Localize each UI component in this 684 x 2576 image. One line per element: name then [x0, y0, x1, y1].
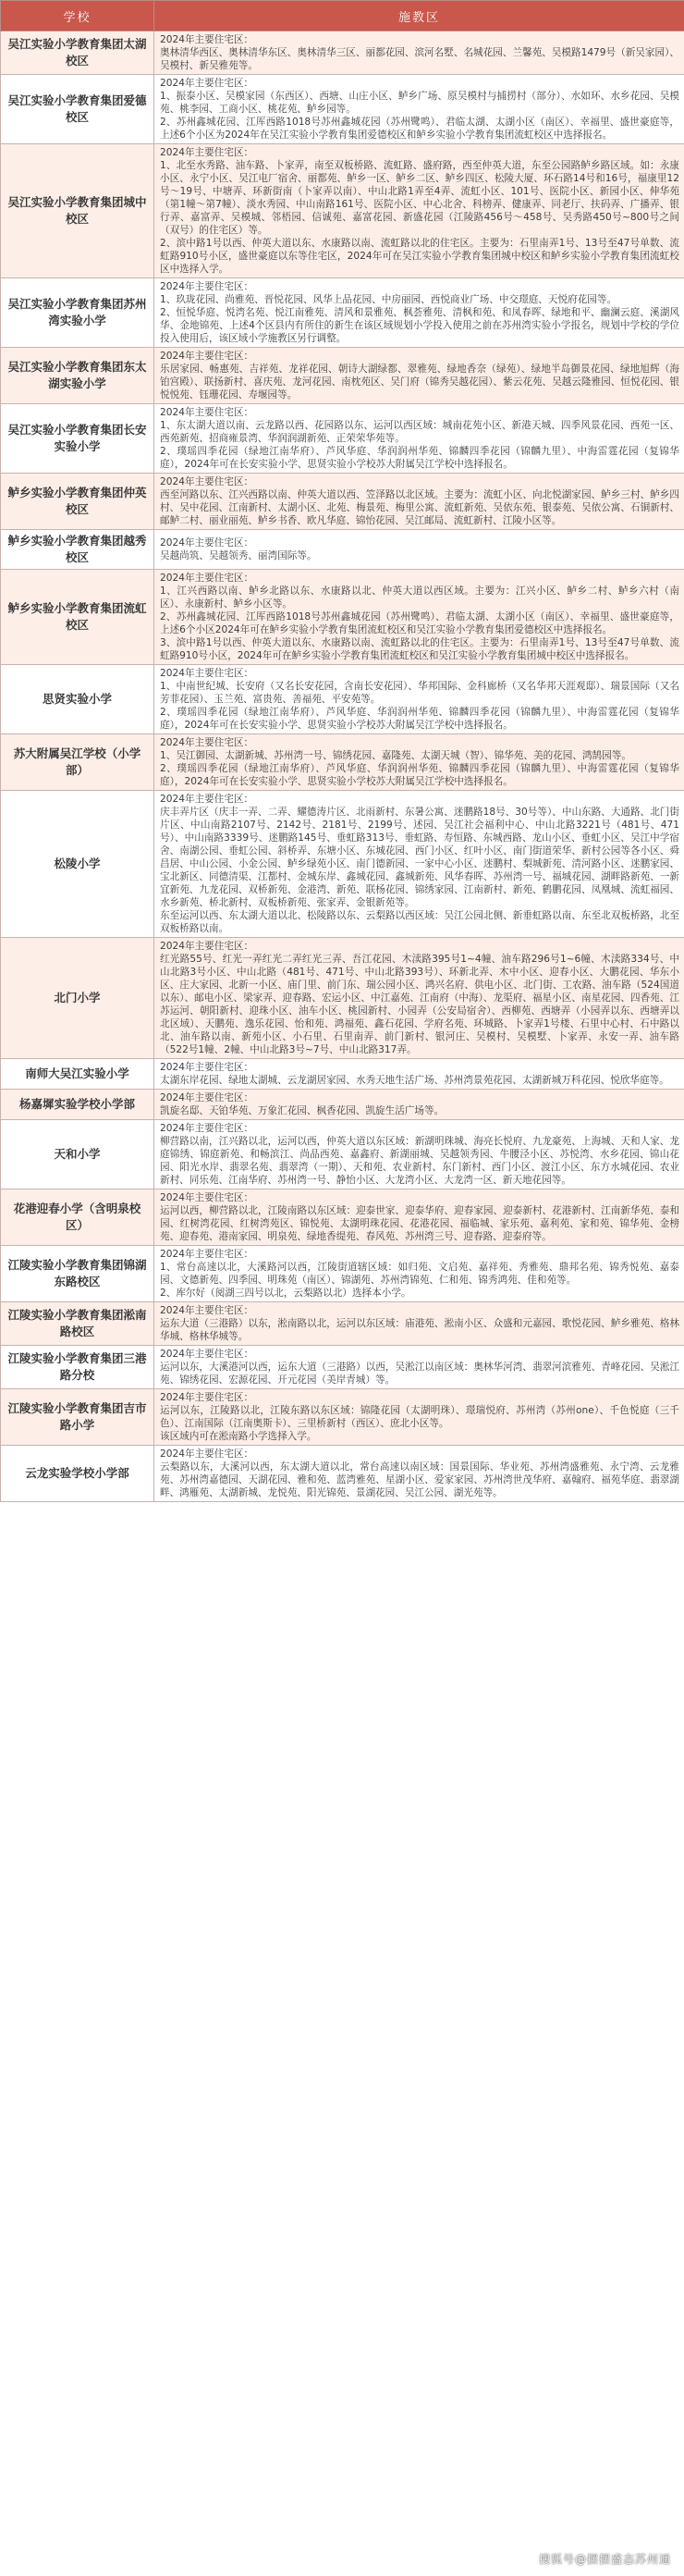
school-name: 云龙实验学校小学部: [1, 1446, 154, 1502]
school-name: 天和小学: [1, 1120, 154, 1189]
table-row: [1, 791, 684, 938]
area-paragraph: 1、东太湖大道以南、云龙路以西、花园路以东、运河以西区域：城南花苑小区、新港天城、四季风景花园、西苑一区、西苑新苑、招商雍景湾、华润润湖新苑、正荣荣华苑等。: [160, 420, 679, 444]
area-paragraph: 2、璞瑶四季花园（绿地江南华府）、芦风华庭、华润润州华苑、锦麟四季花园（锦麟九里）、中海雷霆花园（复锦华庭），2024年可在长安实验小学、思贤实验小学校苏大附属吴江学校中选择报名。: [160, 707, 679, 731]
area-paragraph: 凯旋名邸、天铂华苑、万象汇花园、枫香花园、凯旋生活广场等。: [160, 1105, 445, 1116]
district-area: [154, 1302, 684, 1346]
table-row: [1, 75, 684, 144]
school-name: 鲈乡实验小学教育集团越秀校区: [1, 530, 154, 570]
area-paragraph: 2024年主要住宅区：: [160, 1305, 254, 1316]
table-row: [1, 938, 684, 1059]
district-area: [154, 1189, 684, 1246]
area-paragraph: 2、璞瑶四季花园（绿地江南华府）、芦风华庭、华润润州华苑、锦麟四季花园（锦麟九里）、中海雷霆花园（复锦华庭），2024年可在长安实验小学、思贤实验小学校苏大附属吴江学校中选择报名。: [160, 763, 679, 787]
district-area: [154, 1090, 684, 1120]
district-area: [154, 1446, 684, 1502]
school-name: 吴江实验小学教育集团爱德校区: [1, 75, 154, 144]
district-area: [154, 1246, 684, 1302]
area-paragraph: 2024年主要住宅区：: [160, 1192, 254, 1203]
area-paragraph: 乐居家园、畅惠苑、吉祥苑、龙祥花园、朝诗大湖绿都、翠雅苑、绿地香奈（绿苑）、绿地半岛御景花园、绿地旭辉（海铂宫殿）、联扬新村、喜庆苑、龙河花园、南枕苑区、吴门府（锦秀吴越花园）、紫云花苑、吴越云隆雅园、恒悦花园、银悦悦苑、钰珊花园、寿堰园等。: [160, 364, 679, 401]
district-area: [154, 75, 684, 144]
header-school: 学校: [1, 1, 154, 31]
area-paragraph: 运河以西，柳营路以北，江陵南路以东区域：迎泰世家、迎泰华府、迎春家园、迎泰新村、花港新村、江南新华苑、泰和园、红树湾花园、红树湾苑区、锦悦苑、太湖明珠花园、花港花园、福临城、家乐苑、嘉利苑、家和苑、锦华苑、金榜苑、迎春苑、港南家园、明泉苑、绿地香缇苑、春风苑、苏州湾三号、迎春路、迎泰府等。: [160, 1205, 679, 1242]
area-paragraph: 2024年主要住宅区：: [160, 78, 254, 89]
school-name: 吴江实验小学教育集团东太湖实验小学: [1, 348, 154, 404]
table-header: [1, 1, 684, 31]
area-paragraph: 2024年主要住宅区：: [160, 1062, 254, 1073]
school-name: 吴江实验小学教育集团太湖校区: [1, 31, 154, 75]
area-paragraph: 2024年主要住宅区：: [160, 1349, 254, 1360]
table-row: [1, 1120, 684, 1189]
table-row: [1, 665, 684, 734]
area-paragraph: 该区域内可在淞南路小学选择入学。: [160, 1431, 317, 1442]
table-row: [1, 1189, 684, 1246]
area-paragraph: 2、璞瑶四季花园（绿地江南华府）、芦风华庭、华润润州华苑、锦麟四季花园（锦麟九里）、中海雷霆花园（复锦华庭），2024年可在长安实验小学、思贤实验小学校苏大附属吴江学校中选择报名。: [160, 446, 679, 470]
table-row: [1, 1302, 684, 1346]
table-row: [1, 1246, 684, 1302]
district-area: [154, 1346, 684, 1389]
table-row: [1, 278, 684, 348]
school-name: 吴江实验小学教育集团苏州湾实验小学: [1, 278, 154, 348]
table-row: [1, 570, 684, 665]
area-paragraph: 2024年主要住宅区：: [160, 737, 254, 748]
district-area: [154, 1389, 684, 1446]
area-paragraph: 2024年主要住宅区：: [160, 351, 254, 362]
table-row: [1, 1446, 684, 1502]
table-row: [1, 734, 684, 791]
area-paragraph: 柳营路以南，江兴路以北，运河以西，仲英大道以东区域：新湖明珠城、海亮长悦府、九龙豪苑、上海城、天和人家、龙庭锦绣、锦庭新苑、和畅滨江、尚品西苑、嘉鑫府、新湖丽城、吴越领秀园、牛腰泾小区、苏悦湾、水乡花园、锦山花园、阳光水岸、翡翠名苑、翡翠湾（一期）、天和苑、农业新村、东门新村、西门小区、渡江小区、东方水城花园、农业新村、同乐苑、江南华府、苏州湾一号、静怡小区、大龙湾小区、大龙湾一区、新天地花园等。: [160, 1136, 679, 1186]
area-paragraph: 2024年主要住宅区：: [160, 1092, 254, 1103]
school-name: 吴江实验小学教育集团长安实验小学: [1, 404, 154, 474]
area-paragraph: 运河以东，大溪港河以西，运东大道（三港路）以西，吴淞江以南区域：奥林华河湾、翡翠河滨雅苑、青峰花园、吴淞江苑、锦绣花园、宏源花园、开元花园（美岸青城）等。: [160, 1362, 679, 1386]
school-name: 松陵小学: [1, 791, 154, 938]
district-area: [154, 734, 684, 791]
district-area: [154, 474, 684, 530]
area-paragraph: 太湖东岸花园、绿地太湖城、云龙湖居家园、水秀天地生活广场、苏州湾景苑花园、太湖新城万科花园、悦欣华庭等。: [160, 1075, 669, 1086]
district-area: [154, 404, 684, 474]
area-paragraph: 3、滨中路1号以西、仲英大道以东、水康路以南、流虹路以北的住宅区。主要为：石里南弄1号、13号至47号单数、流虹路910号小区，2024年可在鲈乡实验小学教育集团流虹校区和吴江实验小学教育集团城中校区中选择报名。: [160, 637, 679, 661]
area-paragraph: 2024年主要住宅区：: [160, 1123, 254, 1134]
area-paragraph: 2024年主要住宅区：: [160, 1392, 254, 1403]
district-area: [154, 31, 684, 75]
area-paragraph: 1、吴江御园、太湖新城、苏州湾一号、锦绣花园、嘉隆苑、太湖天城（智）、锦华苑、美的花园、鸿鹄园等。: [160, 750, 631, 761]
school-name: 江陵实验小学教育集团淞南路校区: [1, 1302, 154, 1346]
area-paragraph: 云梨路以东，大溪河以西，东太湖大道以北，常台高速以南区域：国景国际、华业苑、苏州湾盛雅苑、永宁湾、云龙雅苑、苏州湾嘉德园、天湖花园、雅和苑、蓝湾雅苑、星湖小区、爱家家园、苏州湾世茂华府、嘉翰府、福苑华庭、翡翠湖畔、鸿雁苑、太湖新城、龙悦苑、阳光锦苑、景湖花园、吴江公园、湖光苑等。: [160, 1461, 679, 1498]
area-paragraph: 2024年主要住宅区：: [160, 537, 254, 548]
district-area: [154, 278, 684, 348]
school-name: 花港迎春小学（含明泉校区）: [1, 1189, 154, 1246]
school-name: 江陵实验小学教育集团吉市路小学: [1, 1389, 154, 1446]
area-paragraph: 东至运河以西、东太湖大道以北、松陵路以东、云梨路以西区域：吴江公园北侧、新垂虹路以南、东至北双板桥路，北至双板桥路以南。: [160, 910, 679, 934]
area-paragraph: 2024年主要住宅区：: [160, 147, 254, 158]
table-row: [1, 1090, 684, 1120]
school-name: 北门小学: [1, 938, 154, 1059]
area-paragraph: 1、常台高速以北，大溪路河以西，江陵街道辖区域：如归苑、文启苑、嘉祥苑、秀雅苑、鼎邦名苑、锦秀悦苑、嘉泰园、文德新苑、四季园、明珠苑（南区）、锦湖苑、苏州湾锦苑、仁和苑、锦秀鸿苑、佳和苑等。: [160, 1262, 679, 1286]
district-area: [154, 348, 684, 404]
area-paragraph: 1、中南世纪城、长安府（又名长安花园，含南长安花园）、华邦国际、金科廊桥（又名华邦天涯观邸）、瑞景国际（又名芳菲花园）、玉兰苑、富贵苑、善福苑、平安苑等。: [160, 681, 679, 705]
area-paragraph: 2024年主要住宅区：: [160, 407, 254, 418]
table-row: [1, 474, 684, 530]
area-paragraph: 2、库尔好（阅湖三四号以北，云梨路以北）选择本小学。: [160, 1288, 411, 1299]
district-area: [154, 1059, 684, 1090]
area-paragraph: 2024年主要住宅区：: [160, 281, 254, 292]
area-paragraph: 2024年主要住宅区：: [160, 34, 254, 45]
area-paragraph: 2、苏州鑫城花园、江厍西路1018号苏州鑫城花园（苏州鹭鸣）、君临太湖、太湖小区（南区）、幸福里、盛世豪庭等，上述6个小区2024年可在鲈乡实验小学教育集团流虹校区和吴江实验小学教育集团爱德校区中选择报名。: [160, 611, 679, 635]
table-row: [1, 1059, 684, 1090]
area-paragraph: 运东大道（三港路）以东，淞南路以北，运河以东区域：庙港苑、淞南小区、众盛和元嘉园、歌悦花园、鲈乡雅苑、格林华城、格林华城等。: [160, 1318, 679, 1342]
school-name: 鲈乡实验小学教育集团仲英校区: [1, 474, 154, 530]
area-paragraph: 2024年主要住宅区：: [160, 1249, 254, 1260]
table-row: [1, 1389, 684, 1446]
school-name: 江陵实验小学教育集团三港路分校: [1, 1346, 154, 1389]
table-row: [1, 348, 684, 404]
area-paragraph: 1、北至水秀路、油车路、卜家弄，南至双板桥路、流虹路、盛府路，西至仲英大道，东至公园路鲈乡路区域。如：永康小区、永宁小区、吴江电厂宿舍、丽都苑、鲈乡一区、鲈乡二区、鲈乡四区、松陵大厦、环石路14号和16号，福康里12号～19号、中塘弄、环新街南（卜家弄以南）、中山北路1弄至4弄、流虹小区、101号、医院小区、新园小区、伸华苑（第1幢～第7幢）、淡水秀园、中山南路161号、医院小区、中心北舍、科榜弄、健康弄、同老厅、扶码弄、广播弄、银行弄、嘉富弄、吴模城、邻梧园、信诚苑、嘉富花园、新盛花园（江陵路456号～458号、吴秀路450号~800号之间（双号）的住宅区）等。: [160, 160, 679, 236]
area-paragraph: 2024年主要住宅区：: [160, 941, 254, 952]
table-body: [1, 31, 684, 1502]
district-area: [154, 144, 684, 278]
table-row: [1, 404, 684, 474]
area-paragraph: 1、江兴西路以南、鲈乡北路以东、水康路以北、仲英大道以西区域。主要为：江兴小区、鲈乡二村、鲈乡六村（南区）、永康新村、鲈乡小区等。: [160, 585, 679, 610]
school-name: 江陵实验小学教育集团锦湖东路校区: [1, 1246, 154, 1302]
school-name: 吴江实验小学教育集团城中校区: [1, 144, 154, 278]
area-paragraph: 2024年主要住宅区：: [160, 476, 254, 487]
area-paragraph: 2024年主要住宅区：: [160, 573, 254, 584]
district-area: [154, 938, 684, 1059]
table-row: [1, 530, 684, 570]
area-paragraph: 吴越尚筑、吴越领秀、丽湾国际等。: [160, 550, 317, 561]
table-row: [1, 144, 684, 278]
area-paragraph: 2、恒悦华庭、悦湾名苑、悦江南雅苑、清风和景雅苑、枫荟雅苑、清枫和苑、和凤春晖、绿地和平、幽澜云庭、溪湖风华、金地锦苑、上述4个区县内有所住的新生在该区域规划小学投入使用之前在苏州湾实验小学报名，规划中学校的学位投入使用后，该区域小学施教区另行调整。: [160, 307, 679, 344]
district-area: [154, 665, 684, 734]
district-area: [154, 530, 684, 570]
area-paragraph: 2、滨中路1号以西、仲英大道以东、水康路以南、流虹路以北的住宅区。主要为：石里南弄1号、13号至47号单数、流虹路910号小区，盛世豪庭以东等住宅区，2024年可在吴江实验小学教育集团城中校区和鲈乡实验小学教育集团流虹校区中选择入学。: [160, 238, 679, 275]
district-area: [154, 570, 684, 665]
area-paragraph: 2、苏州鑫城花园、江厍西路1018号苏州鑫城花园（苏州鹭鸣）、君临太湖、太湖小区（南区）、幸福里、盛世豪庭等，上述6个小区为2024年在吴江实验小学教育集团爱德校区和鲈乡实验小学教育集团流虹校区中选择报名。: [160, 117, 679, 141]
district-area: [154, 1120, 684, 1189]
header-area: 施教区: [154, 1, 684, 31]
table-row: [1, 31, 684, 75]
school-name: 杨嘉墀实验学校小学部: [1, 1090, 154, 1120]
school-name: 南师大吴江实验小学: [1, 1059, 154, 1090]
table-row: [1, 1346, 684, 1389]
district-area: [154, 791, 684, 938]
area-paragraph: 1、玖珑花园、尚雅苑、晋悦花园、风华上品花园、中房丽园、西悦商业广场、中交璟庭、天悦府花园等。: [160, 294, 617, 305]
area-paragraph: 1、振泰小区、吴模家园（东西区）、西塘、山庄小区、鲈乡广场、原吴模村与捕捞村（部分）、水如环、水乡花园、吴模苑、桃李园、工商小区、桃花苑、鲈乡园等。: [160, 91, 679, 115]
area-paragraph: 红光路55号、红光一弄红光二弄红光三弄、吾江花园、木渎路395号1~4幢、油车路296号1~6幢、木渎路334号、中山北路3号小区、中山北路（481号、471号、中山北路393号）、环新北弄、木中小区、迎春小区、大鹏花园、华东小区、庄大家园、北新一小区、庙门里、前门东、瑞公园小区、鸿兴名府、供电小区、北门街、工农路、油车路（524国道以东）、邮电小区、梁家弄、迎春路、宏运小区、中江嘉苑、江南府（中海）、龙渠府、福星小区、南星花园、四香苑、江苏运河、朝阳新村、迎珠小区、油车小区、桃园新村、小园弄（公安局宿舍）、西柳苑、西塘弄（小园弄以东、西塘弄以北区域）、天鹏苑、逸乐花园、怡和苑、鸿福苑、鑫石花园、学府名苑、环城路、卜家弄1号楼、石里中心村、石中路以北、油车路以南、新苑小区、小石里、石里南弄、前门新村、银河庄、吴模村、吴模墅、卜家弄、永安一弄、油车路（522号1幢、2幢、中山北路3号~7号、中山北路317弄。: [160, 954, 679, 1055]
area-paragraph: 2024年主要住宅区：: [160, 1448, 254, 1460]
area-paragraph: 运河以东，江陵路以北，江陵东路以东区域：锦隆花园（太湖明珠）、璟瑞悦府、苏州湾（苏州one）、千色悦庭（三千色）、江南国际（江南奥斯卡）、三里桥新村（西区）、庶北小区等。: [160, 1405, 679, 1429]
area-paragraph: 2024年主要住宅区：: [160, 668, 254, 679]
school-name: 思贤实验小学: [1, 665, 154, 734]
school-name: 苏大附属吴江学校（小学部）: [1, 734, 154, 791]
area-paragraph: 庆丰弄片区（庆丰一弄、二弄、耀德涛片区、北雨新村、东暑公寓、迷鹏路18号、30号等）、中山东路、大通路、北门街片区、中山南路2107号、2142号、2181号、2199号、述园、吴江社会福利中心、中山北路3221号（481号、471号）、中山南路3339号、迷鹏路145号、垂虹路313号、垂虹路、寿恒路、东城西路、龙山小区、垂虹小区、吴江中学宿舍、南湖公园、垂虹公园、斜桥弄、东塘小区、东城花园、西门小区、红叶小区、南门街道荣华、新村公园等各小区、舜昌居、中山公园、小金公园、鲈乡绿苑小区、南门德新园、一家中心小区、迷鹏村、梨城新苑、清河路小区、迷鹏家园、宝北新区、同德清渠、江都村、金城东岸、鑫城花园、鑫城新苑、风华春晖、苏州湾一号、福城花园、湖畔路新苑、一新宜新苑、九龙花园、双桥新苑、金港湾、新苑、联杨花园、锦绣家园、江南新村、新苑、鹤鹏花园、凤凰城、流虹福园、水乡新苑、桥北新村、双板桥新苑、张家弄、金银新苑等。: [160, 807, 679, 908]
area-paragraph: 西至河路以东、江兴西路以南、仲英大道以西、笠泽路以北区域。主要为：流虹小区、向北悦湖家园、鲈乡三村、鲈乡四村、吴中花园、江南新村、太湖小区、北苑、梅景苑、梅里公寓、流虹新苑、吴依东苑、银泰苑、吴依公寓、石铜新村、邮鲈二村、丽业丽苑、鲈乡书香、欧凡华庭、锦怡花园、吴江邮局、流虹新村、江陵小区等。: [160, 489, 679, 526]
area-paragraph: 2024年主要住宅区：: [160, 794, 254, 805]
area-paragraph: 奥林清华西区、奥林清华东区、奥林清华三区、丽都花园、滨河名墅、名城花园、兰馨苑、吴模路1479号（新吴家园）、吴模村、新吴雅苑等。: [160, 47, 679, 71]
school-name: 鲈乡实验小学教育集团流虹校区: [1, 570, 154, 665]
source-watermark: 搜狐号@摆摆盛态苏州通: [538, 2553, 671, 2566]
